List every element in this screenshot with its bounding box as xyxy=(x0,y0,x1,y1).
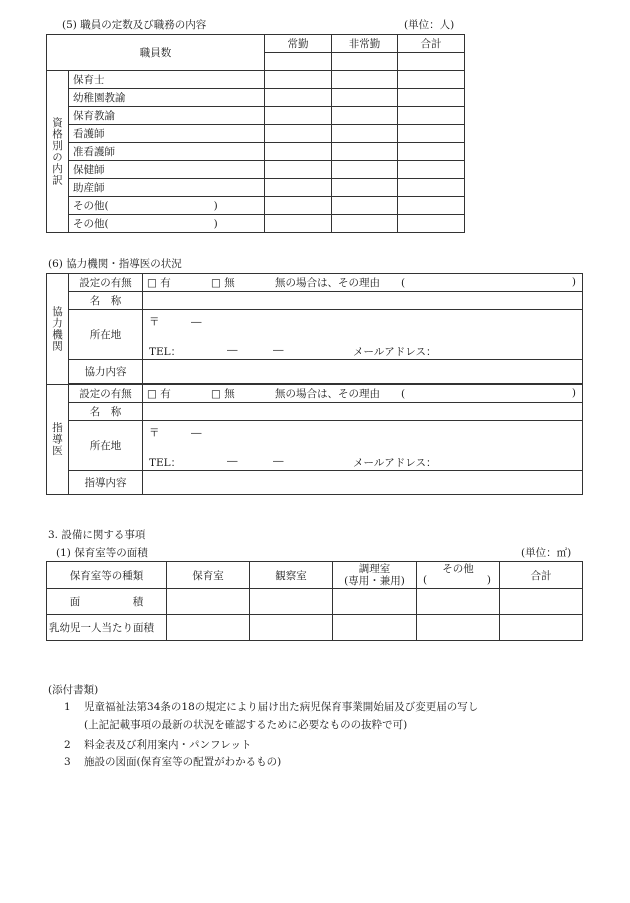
attachment-text: 施設の図面(保育室等の配置がわかるもの) xyxy=(84,756,282,768)
cell-input[interactable] xyxy=(332,197,398,215)
cell-input[interactable] xyxy=(398,89,465,107)
cell-input[interactable] xyxy=(265,179,332,197)
cell-input[interactable] xyxy=(398,161,465,179)
tel-dash: ― xyxy=(227,455,238,467)
cell-input[interactable] xyxy=(332,89,398,107)
reason-label: 無の場合は、その理由 xyxy=(275,277,380,289)
kitchen-label: 調理室 xyxy=(358,563,391,575)
section5-title: (5) 職員の定数及び職務の内容 xyxy=(62,19,207,31)
table-row-label: その他( ) xyxy=(69,197,265,215)
existence-label: 設定の有無 xyxy=(69,274,143,292)
staff-count-header: 職員数 xyxy=(47,35,265,71)
fulltime-header: 常勤 xyxy=(265,35,332,53)
guidance-content-label: 指導内容 xyxy=(69,471,143,495)
option-no-checkbox[interactable]: □ 無 xyxy=(211,388,235,400)
room-type-header: 保育室等の種類 xyxy=(47,562,167,589)
tel-dash: ― xyxy=(273,455,284,467)
cell-input[interactable] xyxy=(332,107,398,125)
cell-input[interactable] xyxy=(265,107,332,125)
cell-input[interactable] xyxy=(398,179,465,197)
cell-input[interactable] xyxy=(417,589,500,615)
cell-input[interactable] xyxy=(265,161,332,179)
cell-input[interactable] xyxy=(167,589,250,615)
table-row-label: 保健師 xyxy=(69,161,265,179)
cell-input[interactable] xyxy=(265,215,332,233)
attachment-item xyxy=(64,754,281,769)
attachment-item xyxy=(64,699,478,714)
cooperation-agency-label: 協力機関 xyxy=(47,274,69,385)
cell-input[interactable] xyxy=(332,215,398,233)
staff-total-sum[interactable] xyxy=(398,53,465,71)
cell-input[interactable] xyxy=(332,125,398,143)
attachment-number: 2 xyxy=(64,739,71,751)
nursery-room-header: 保育室 xyxy=(167,562,250,589)
cell-input[interactable] xyxy=(500,615,583,641)
parttime-header: 非常勤 xyxy=(332,35,398,53)
tel-dash: ― xyxy=(227,344,238,356)
cooperation-content-label: 協力内容 xyxy=(69,360,143,384)
table-row-label: 助産師 xyxy=(69,179,265,197)
guidance-doctor-label: 指導医 xyxy=(47,385,69,495)
cooperation-table xyxy=(46,273,583,495)
staff-table xyxy=(46,34,465,233)
cell-input[interactable] xyxy=(398,197,465,215)
mail-label: メールアドレス： xyxy=(353,457,437,469)
tel-label: TEL： xyxy=(149,346,182,358)
mail-label: メールアドレス： xyxy=(353,346,437,358)
cell-input[interactable] xyxy=(332,179,398,197)
reason-paren-close: ) xyxy=(571,276,576,288)
table-row-label: 保育教諭 xyxy=(69,107,265,125)
attachment-number: 3 xyxy=(64,756,71,768)
address-input[interactable] xyxy=(143,421,583,471)
staff-total-fulltime[interactable] xyxy=(265,53,332,71)
cell-input[interactable] xyxy=(332,143,398,161)
reason-paren-close: ) xyxy=(571,387,576,399)
option-yes-checkbox[interactable]: □ 有 xyxy=(147,277,171,289)
guidance-content-input[interactable] xyxy=(143,471,583,495)
per-child-area-row-label: 乳幼児一人当たり面積 xyxy=(47,615,167,641)
total-header: 合計 xyxy=(398,35,465,53)
cooperation-content-input[interactable] xyxy=(143,360,583,384)
cell-input[interactable] xyxy=(332,161,398,179)
cell-input[interactable] xyxy=(398,125,465,143)
section5-unit: (単位：人) xyxy=(404,19,455,31)
cell-input[interactable] xyxy=(265,71,332,89)
cell-input[interactable] xyxy=(250,615,333,641)
attachment-item xyxy=(64,737,252,752)
attachment-text: 児童福祉法第34条の18の規定により届け出た病児保育事業開始届及び変更届の写し xyxy=(84,701,479,713)
postal-mark: 〒 ― xyxy=(149,316,202,328)
name-input[interactable] xyxy=(143,292,583,310)
attachment-text: 料金表及び利用案内・パンフレット xyxy=(84,739,252,751)
observation-room-header: 観察室 xyxy=(250,562,333,589)
area-total-header: 合計 xyxy=(500,562,583,589)
section3-subheading: (1) 保育室等の面積 xyxy=(56,547,148,559)
table-row-label: その他( ) xyxy=(69,215,265,233)
cell-input[interactable] xyxy=(417,615,500,641)
cell-input[interactable] xyxy=(265,143,332,161)
staff-total-parttime[interactable] xyxy=(332,53,398,71)
attachment-number: 1 xyxy=(64,701,71,713)
table-row-label: 准看護師 xyxy=(69,143,265,161)
cell-input[interactable] xyxy=(265,125,332,143)
section6-title: (6) 協力機関・指導医の状況 xyxy=(48,258,182,270)
option-yes-checkbox[interactable]: □ 有 xyxy=(147,388,171,400)
table-row-label: 保育士 xyxy=(69,71,265,89)
other-label: その他 xyxy=(442,563,474,575)
address-label: 所在地 xyxy=(69,310,143,360)
other-room-header xyxy=(417,562,500,589)
cell-input[interactable] xyxy=(265,89,332,107)
cell-input[interactable] xyxy=(333,615,417,641)
area-row-label: 面 積 xyxy=(47,589,167,615)
kitchen-header xyxy=(333,562,417,589)
address-label: 所在地 xyxy=(69,421,143,471)
existence-label: 設定の有無 xyxy=(69,385,143,403)
cell-input[interactable] xyxy=(398,143,465,161)
facility-area-table xyxy=(46,561,583,641)
cell-input[interactable] xyxy=(250,589,333,615)
cell-input[interactable] xyxy=(332,71,398,89)
postal-mark: 〒 ― xyxy=(149,427,202,439)
attachment-text: (上記記載事項の最新の状況を確認するために必要なものの抜粋で可) xyxy=(84,719,408,731)
cell-input[interactable] xyxy=(398,215,465,233)
name-label: 名 称 xyxy=(69,292,143,310)
reason-paren-open: ( xyxy=(401,277,406,289)
address-input[interactable] xyxy=(143,310,583,360)
tel-dash: ― xyxy=(273,344,284,356)
attachments-title: (添付書類) xyxy=(48,684,99,696)
kitchen-sub-label: (専用・兼用) xyxy=(344,575,405,587)
cell-input[interactable] xyxy=(265,197,332,215)
other-paren-close: ) xyxy=(486,574,491,586)
existence-row xyxy=(143,274,583,292)
reason-label: 無の場合は、その理由 xyxy=(275,388,380,400)
option-no-checkbox[interactable]: □ 無 xyxy=(211,277,235,289)
qualification-group-label: 資格別の内訳 xyxy=(47,71,69,233)
attachment-item xyxy=(84,717,407,732)
cell-input[interactable] xyxy=(398,107,465,125)
section3-heading: 3. 設備に関する事項 xyxy=(48,529,146,541)
name-input[interactable] xyxy=(143,403,583,421)
table-row-label: 幼稚園教諭 xyxy=(69,89,265,107)
other-paren-open: ( xyxy=(423,574,428,586)
existence-row xyxy=(143,385,583,403)
reason-paren-open: ( xyxy=(401,388,406,400)
name-label: 名 称 xyxy=(69,403,143,421)
table-row-label: 看護師 xyxy=(69,125,265,143)
cell-input[interactable] xyxy=(398,71,465,89)
tel-label: TEL： xyxy=(149,457,182,469)
cell-input[interactable] xyxy=(167,615,250,641)
cell-input[interactable] xyxy=(500,589,583,615)
section3-unit: (単位：㎡) xyxy=(521,547,572,559)
cell-input[interactable] xyxy=(333,589,417,615)
